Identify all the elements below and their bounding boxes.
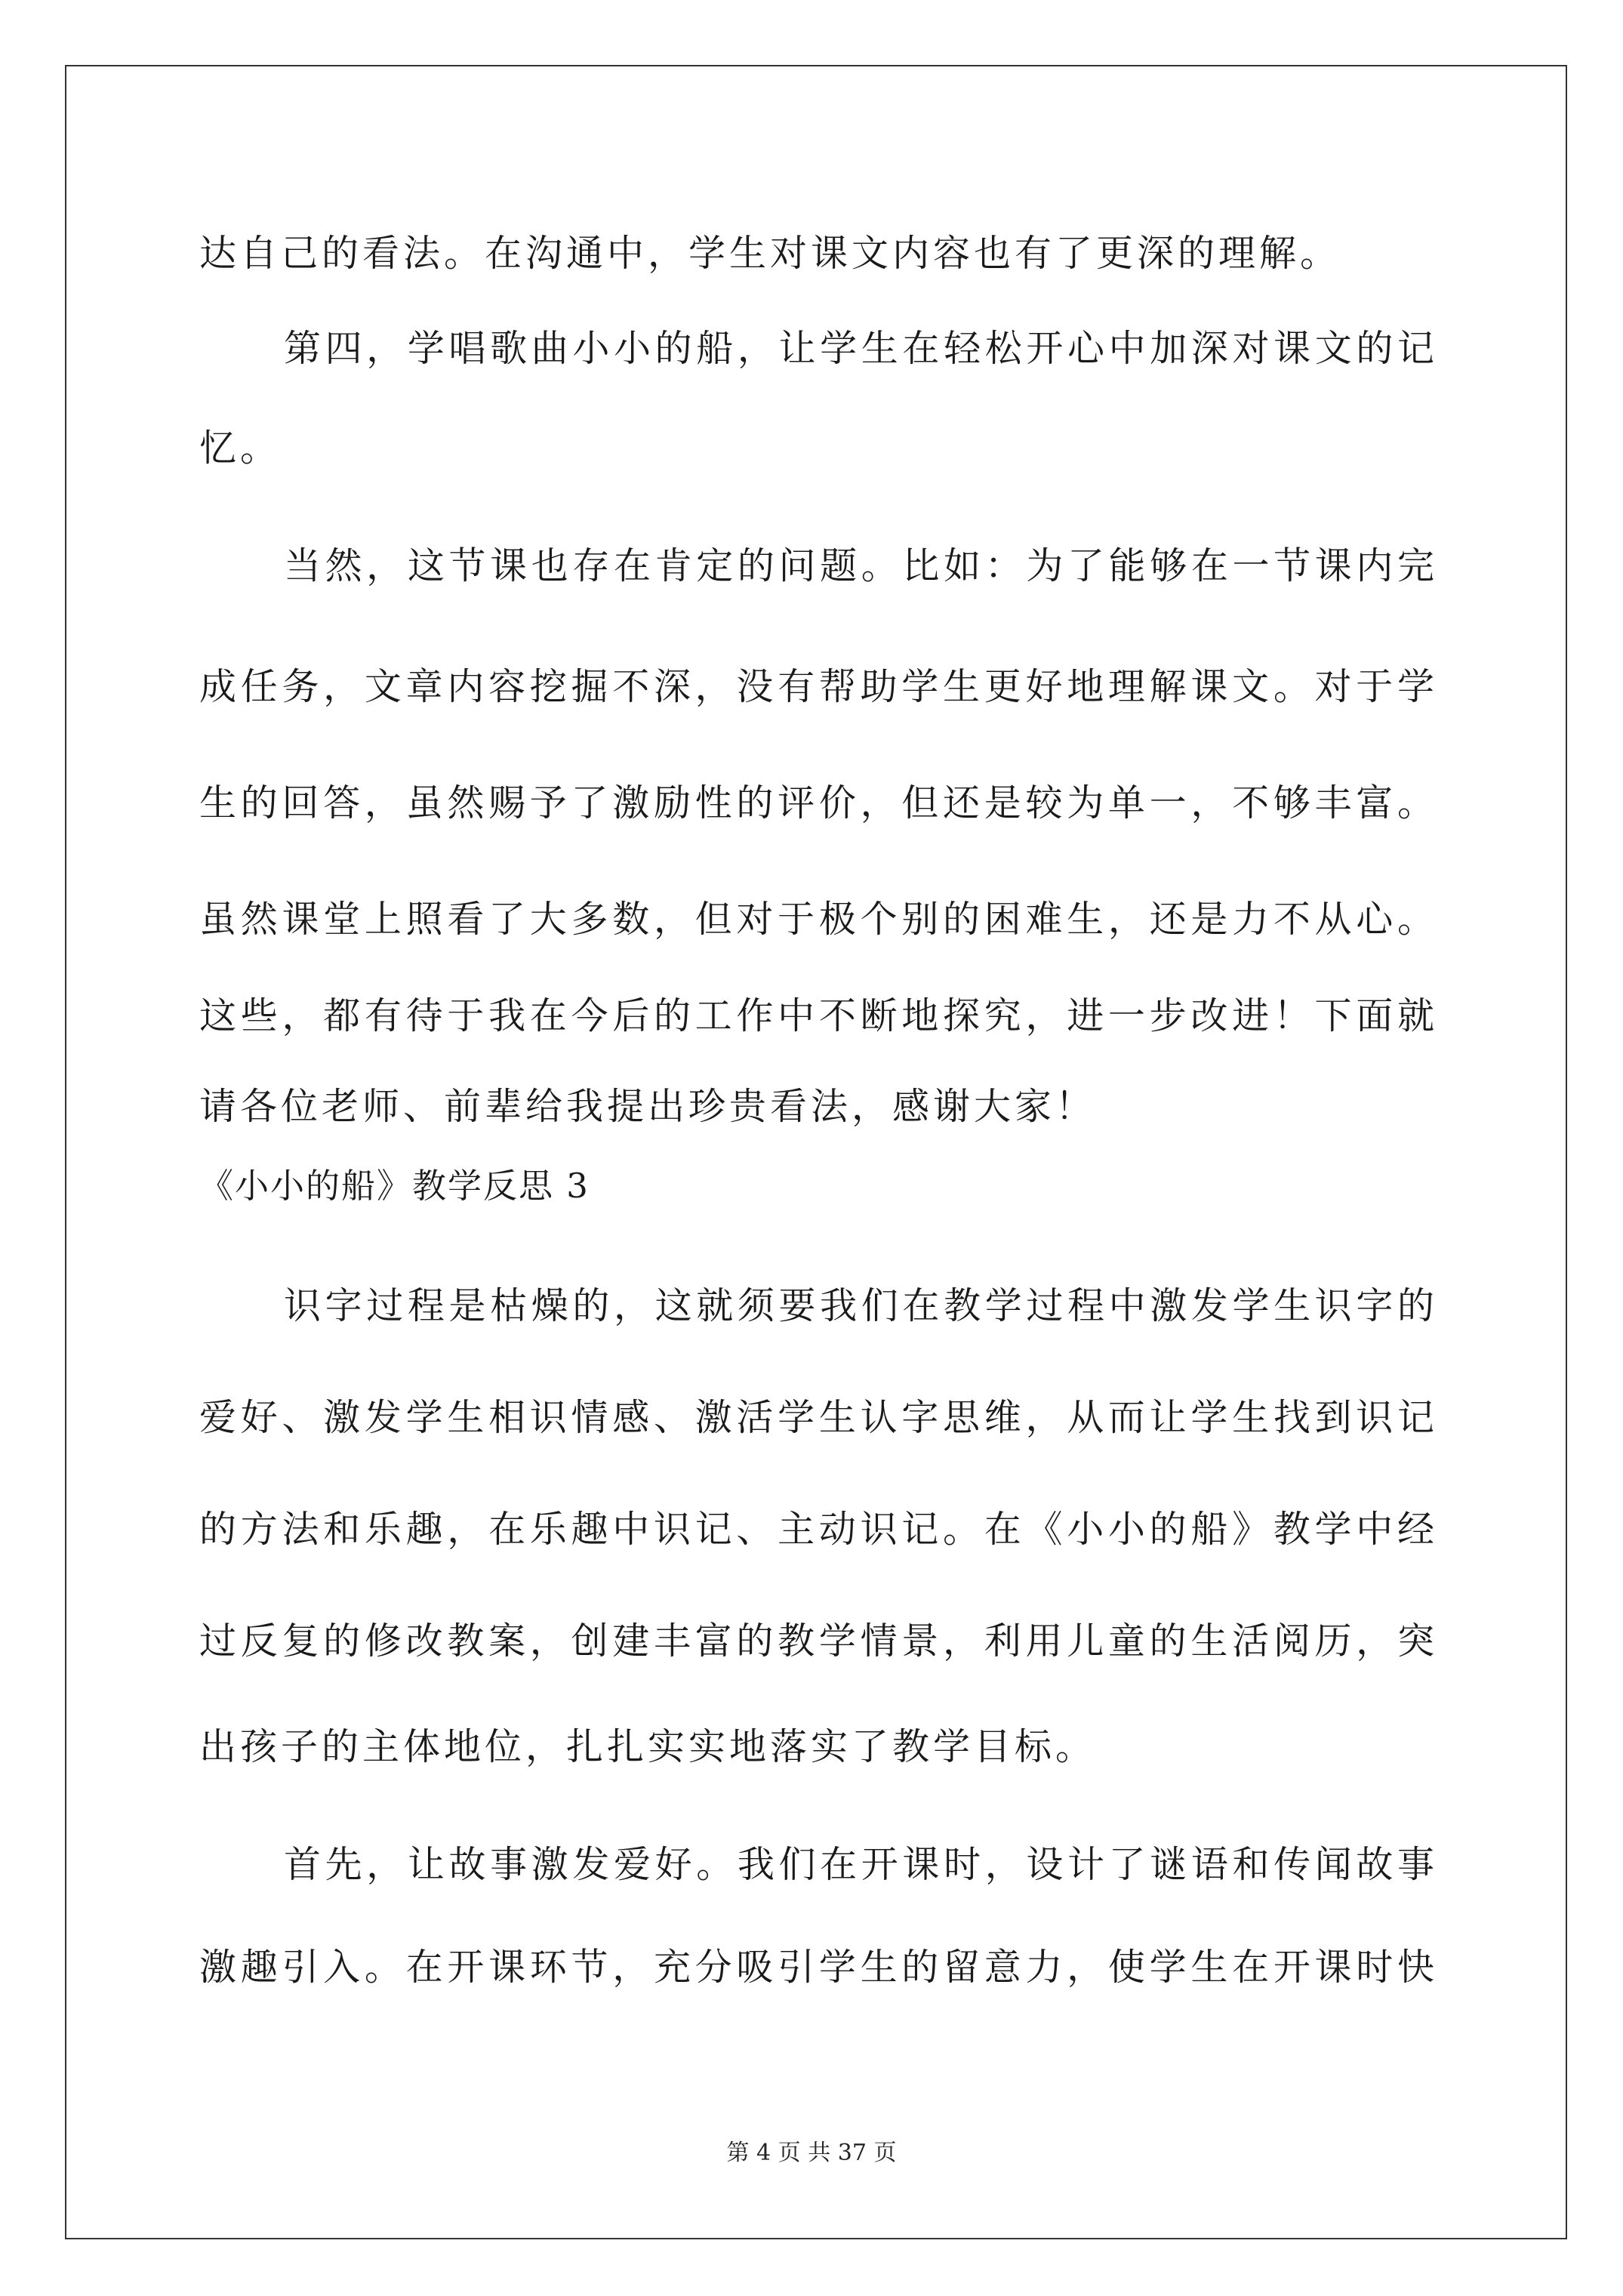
body-line: 成任务，文章内容挖掘不深，没有帮助学生更好地理解课文。对于学 — [199, 665, 1434, 708]
page-number: 第 4 页 共 37 页 — [726, 2140, 897, 2166]
page-border — [65, 65, 1567, 2239]
body-line: 首先，让故事激发爱好。我们在开课时，设计了谜语和传闻故事 — [284, 1843, 1434, 1886]
body-line: 过反复的修改教案，创建丰富的教学情景，利用儿童的生活阅历，突 — [199, 1620, 1434, 1663]
body-line: 达自己的看法。在沟通中，学生对课文内容也有了更深的理解。 — [199, 232, 1341, 275]
body-line: 虽然课堂上照看了大多数，但对于极个别的困难生，还是力不从心。 — [199, 898, 1434, 941]
body-line: 当然，这节课也存在肯定的问题。比如：为了能够在一节课内完 — [284, 544, 1434, 587]
body-line: 激趣引入。在开课环节，充分吸引学生的留意力，使学生在开课时快 — [199, 1946, 1434, 1989]
body-line: 请各位老师、前辈给我提出珍贵看法，感谢大家！ — [199, 1085, 1097, 1128]
body-line: 爱好、激发学生相识情感、激活学生认字思维，从而让学生找到识记 — [199, 1396, 1434, 1439]
body-line: 的方法和乐趣，在乐趣中识记、主动识记。在《小小的船》教学中经 — [199, 1508, 1434, 1551]
body-line: 第四，学唱歌曲小小的船，让学生在轻松开心中加深对课文的记 — [284, 327, 1434, 370]
body-line: 出孩子的主体地位，扎扎实实地落实了教学目标。 — [199, 1725, 1097, 1768]
body-line: 生的回答，虽然赐予了激励性的评价，但还是较为单一，不够丰富。 — [199, 781, 1434, 824]
body-line: 这些，都有待于我在今后的工作中不断地探究，进一步改进！下面就 — [199, 994, 1434, 1037]
section-heading: 《小小的船》教学反思 3 — [199, 1166, 590, 1206]
body-line: 识字过程是枯燥的，这就须要我们在教学过程中激发学生识字的 — [284, 1284, 1434, 1327]
body-line: 忆。 — [199, 427, 282, 470]
